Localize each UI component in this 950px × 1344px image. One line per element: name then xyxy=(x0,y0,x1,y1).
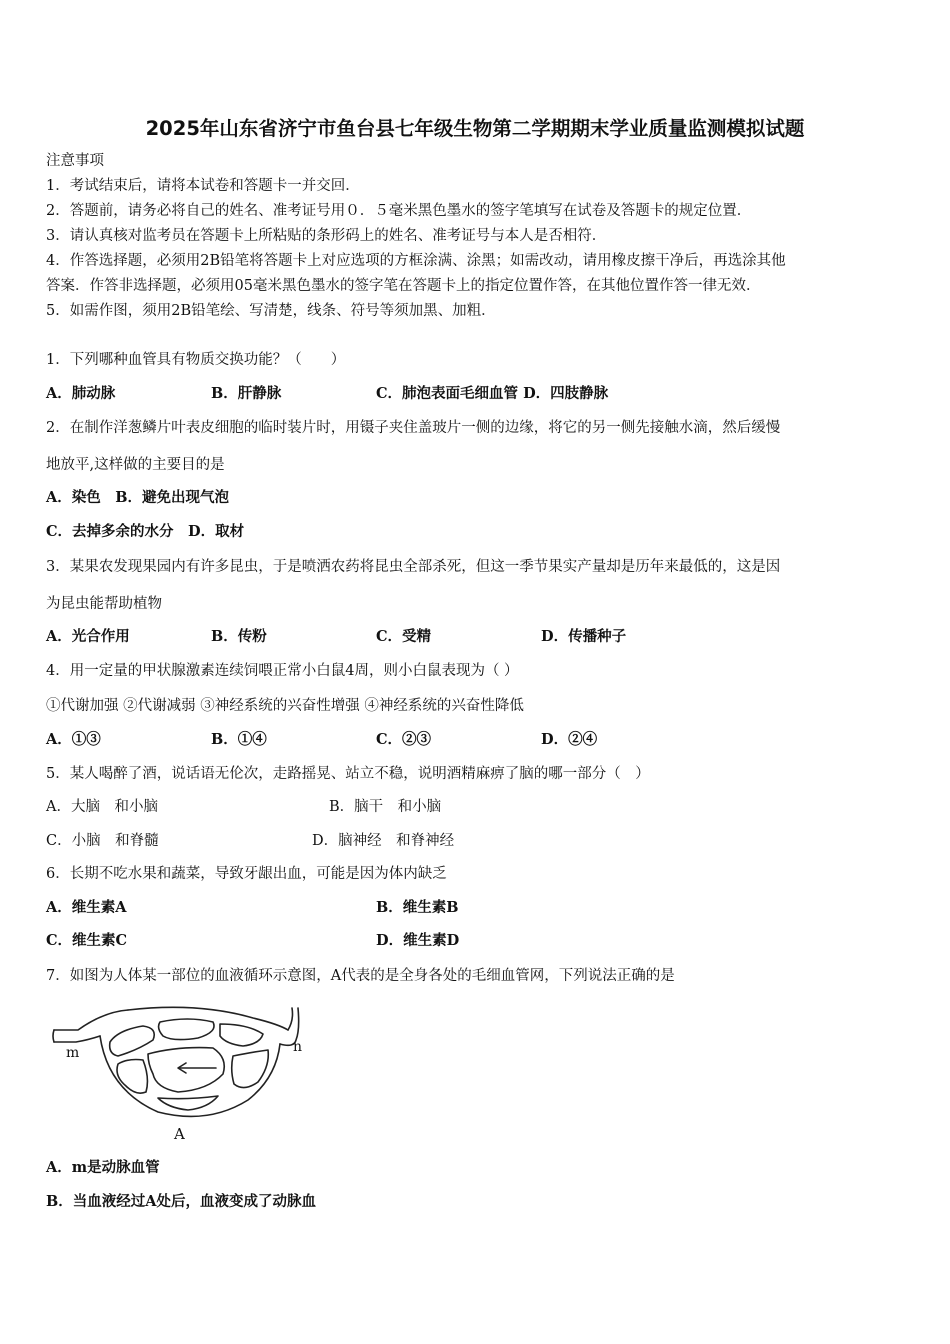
label-m: m xyxy=(66,1045,80,1061)
notice-item: 4．作答选择题，必须用2B铅笔将答题卡上对应选项的方框涂满、涂黑；如需改动，请用橡皮擦干净后，再选涂其他 xyxy=(46,253,786,269)
vessel-m-lower xyxy=(54,1036,100,1042)
q6-option-d: D．维生素D xyxy=(376,932,460,949)
notice-item: 答案．作答非选择题，必须用05毫米黑色墨水的签字笔在答题卡上的指定位置作答，在其他位置作答一律无效． xyxy=(46,278,761,294)
q5-option-a: A．大脑 和小脑 xyxy=(46,799,158,815)
capillary-loop xyxy=(158,1096,218,1110)
notice-item: 3．请认真核对监考员在答题卡上所粘贴的条形码上的姓名、准考证号与本人是否相符． xyxy=(46,228,607,244)
capillary-loop xyxy=(159,1019,214,1040)
q4-option-d: D．②④ xyxy=(541,731,598,748)
page-title: 2025年山东省济宁市鱼台县七年级生物第二学期期末学业质量监测模拟试题 xyxy=(145,117,805,140)
question-2-stem-cont: 地放平,这样做的主要目的是 xyxy=(46,457,225,473)
capillary-loop xyxy=(220,1024,263,1046)
question-2-stem: 2．在制作洋葱鳞片叶表皮细胞的临时装片时，用镊子夹住盖玻片一侧的边缘，将它的另一侧先接触水滴，然后缓慢 xyxy=(46,420,781,436)
q4-option-c: C．②③ xyxy=(376,731,432,748)
q2-options-ab: A．染色 B．避免出现气泡 xyxy=(46,489,230,506)
vessel-n-upper xyxy=(288,1008,293,1030)
q5-option-b: B．脑干 和小脑 xyxy=(329,799,442,815)
capillary-loop xyxy=(148,1048,224,1092)
question-1-stem: 1．下列哪种血管具有物质交换功能？（ ） xyxy=(46,352,346,368)
capillary-loop xyxy=(232,1050,269,1088)
capillary-loop xyxy=(117,1060,147,1094)
vessel-m-end xyxy=(53,1030,54,1042)
q4-option-a: A．①③ xyxy=(46,731,101,748)
question-7-stem: 7．如图为人体某一部位的血液循环示意图，A代表的是全身各处的毛细血管网，下列说法正确的是 xyxy=(46,968,675,984)
question-6-stem: 6．长期不吃水果和蔬菜，导致牙龈出血，可能是因为体内缺乏 xyxy=(46,866,447,882)
question-3-stem-cont: 为昆虫能帮助植物 xyxy=(46,596,162,612)
q7-option-a: A．m是动脉血管 xyxy=(46,1159,160,1176)
question-4-items: ①代谢加强 ②代谢减弱 ③神经系统的兴奋性增强 ④神经系统的兴奋性降低 xyxy=(46,698,524,714)
question-4-stem: 4．用一定量的甲状腺激素连续饲喂正常小白鼠4周，则小白鼠表现为（ ） xyxy=(46,663,519,679)
q3-option-b: B．传粉 xyxy=(211,628,267,645)
q3-option-d: D．传播种子 xyxy=(541,628,627,645)
label-n: n xyxy=(293,1039,303,1055)
notice-item: 1．考试结束后，请将本试卷和答题卡一并交回． xyxy=(46,178,360,194)
q1-option-b: B．肝静脉 xyxy=(211,385,282,402)
q3-option-a: A．光合作用 xyxy=(46,628,130,645)
q5-option-d: D．脑神经 和脊神经 xyxy=(312,833,455,849)
q4-option-b: B．①④ xyxy=(211,731,267,748)
notice-item: 5．如需作图，须用2B铅笔绘、写清楚，线条、符号等须加黑、加粗． xyxy=(46,303,496,319)
q6-option-b: B．维生素B xyxy=(376,899,459,916)
q6-option-c: C．维生素C xyxy=(46,932,128,949)
question-3-stem: 3．某果农发现果园内有许多昆虫，于是喷洒农药将昆虫全部杀死，但这一季节果实产量却是历年来最低的，这是因 xyxy=(46,559,781,575)
capillary-loop xyxy=(110,1026,155,1056)
q2-options-cd: C．去掉多余的水分 D．取材 xyxy=(46,523,245,540)
q7-option-b: B．当血液经过A处后，血液变成了动脉血 xyxy=(46,1193,317,1210)
q1-option-cd: C．肺泡表面毛细血管 D．四肢静脉 xyxy=(376,385,609,402)
label-a: A xyxy=(174,1125,185,1143)
vessel-m-upper xyxy=(54,1010,128,1030)
q5-option-c: C．小脑 和脊髓 xyxy=(46,833,159,849)
q1-option-a: A．肺动脉 xyxy=(46,385,116,402)
notice-heading: 注意事项 xyxy=(46,153,104,169)
question-5-stem: 5．某人喝醉了酒，说话语无伦次，走路摇晃、站立不稳，说明酒精麻痹了脑的哪一部分（ ） xyxy=(46,766,650,782)
blood-circulation-diagram xyxy=(48,1000,318,1145)
q6-option-a: A．维生素A xyxy=(46,899,127,916)
vessel-top-arc xyxy=(128,1007,288,1030)
q3-option-c: C．受精 xyxy=(376,628,432,645)
notice-item: 2．答题前，请务必将自己的姓名、准考证号用０．５毫米黑色墨水的签字笔填写在试卷及答题卡的规定位置． xyxy=(46,203,752,219)
